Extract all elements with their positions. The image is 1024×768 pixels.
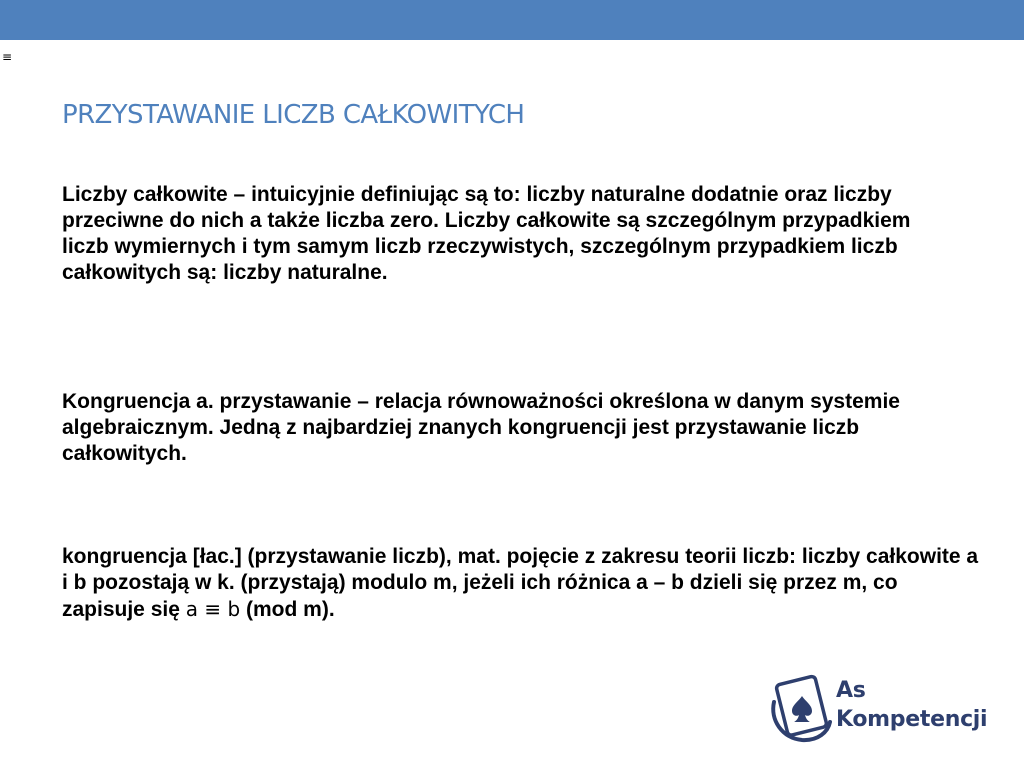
logo-line-1: As — [836, 678, 866, 703]
logo-text — [836, 676, 987, 734]
congruence-formula: a ≡ b — [185, 597, 241, 621]
menu-icon[interactable]: ≡ — [2, 50, 13, 64]
paragraph-congruence: Kongruencja a. przystawanie – relacja równoważności określona w danym systemie algebraicznym. Jedną z najbardziej znanych kongruencji jest przystawanie liczb całkowitych. — [62, 390, 900, 465]
paragraph-congruence-definition — [62, 544, 982, 623]
header-bar — [0, 0, 1024, 40]
logo-line-2: Kompetencji — [836, 707, 988, 732]
definition-tail: (mod m). — [246, 598, 335, 621]
definition-text: kongruencja [łac.] (przystawanie liczb), mat. pojęcie z zakresu teorii liczb: liczby całkowite a i b pozostają w k. (przystają) modulo m, jeżeli ich różnica a – b dzieli się przez m, co zapisuje się — [62, 545, 979, 621]
card-spade-icon — [768, 672, 834, 744]
page-title: PRZYSTAWANIE LICZB CAŁKOWITYCH — [62, 100, 525, 130]
paragraph-integers: Liczby całkowite – intuicyjnie definiując są to: liczby naturalne dodatnie oraz liczby przeciwne do nich a także liczba zero. Liczby całkowite są szczególnym przypadkiem liczb wymiernych i tym samym liczb rzeczywistych, szczególnym przypadkiem liczb całkowitych są: liczby naturalne. — [62, 183, 911, 284]
logo — [768, 672, 998, 744]
